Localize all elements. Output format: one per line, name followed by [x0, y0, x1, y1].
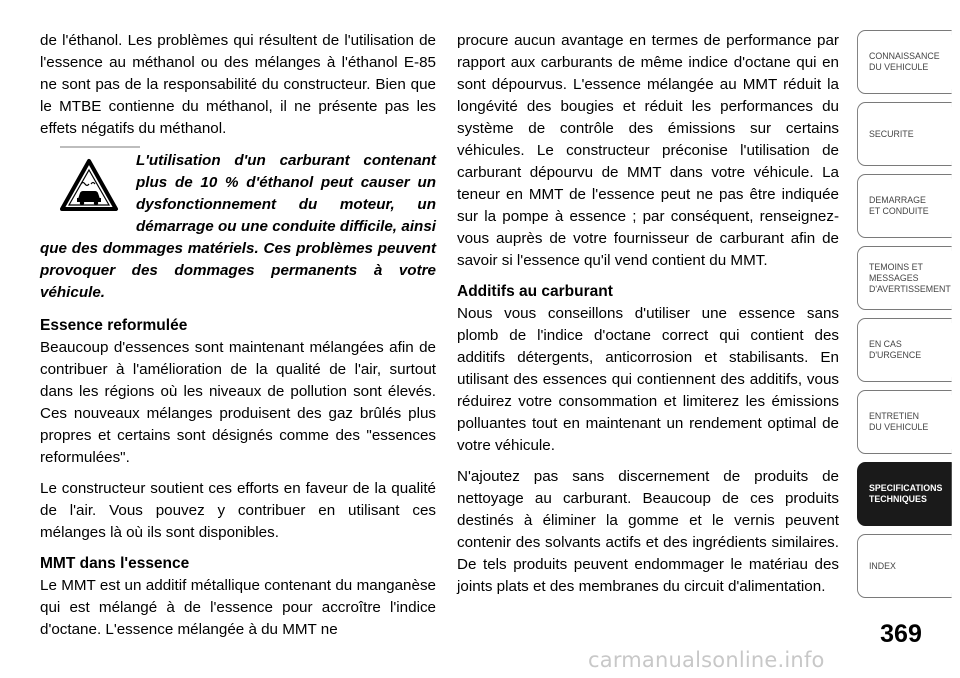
tab-demarrage-conduite[interactable]: DEMARRAGE ET CONDUITE: [857, 174, 952, 238]
heading-mmt: MMT dans l'essence: [40, 555, 190, 572]
watermark: carmanualsonline.info: [588, 648, 825, 672]
intro-paragraph: de l'éthanol. Les problèmes qui résultent de l'utilisation de l'essence au méthanol ou des mélanges à l'éthanol E-85 ne sont pas de la responsabilité du constructeur. Bien que le MTBE contienne du méthanol, il ne présente pas les effets négatifs du méthanol.: [40, 32, 436, 137]
essence-paragraph-1: Beaucoup d'essences sont maintenant mélangées afin de contribuer à l'amélioration de la qualité de l'air, surtout dans les régions où les niveaux de pollution sont élevés. Ces nouveaux mélanges produisent des gaz brûlés plus propres et certains sont désignés comme des "essences reformulées".: [40, 339, 436, 466]
right-column: [457, 30, 839, 607]
tab-connaissance-vehicule[interactable]: CONNAISSANCE DU VEHICULE: [857, 30, 952, 94]
page-number: 369: [880, 620, 922, 648]
tab-entretien-vehicule[interactable]: ENTRETIEN DU VEHICULE: [857, 390, 952, 454]
tab-temoins-messages[interactable]: TEMOINS ET MESSAGES D'AVERTISSEMENT: [857, 246, 952, 310]
warning-box: [40, 150, 436, 304]
left-column: [40, 30, 436, 650]
tab-en-cas-urgence[interactable]: EN CAS D'URGENCE: [857, 318, 952, 382]
warning-text: L'utilisation d'un carburant contenant plus de 10 % d'éthanol peut causer un dysfonctionnement du moteur, un démarrage ou une conduite difficile, ainsi que des dommages matériels. Ces problèmes peuvent provoquer des dommages permanents à votre véhicule.: [40, 152, 436, 301]
tab-index[interactable]: INDEX: [857, 534, 952, 598]
additifs-paragraph-1: Nous vous conseillons d'utiliser une essence sans plomb de l'indice d'octane correct qui contient des additifs détergents, anticorrosion et stabilisants. En utilisant des essences qui contiennent des additifs, vous réduirez votre consommation et limiterez les émissions polluantes tout en maintenant un rendement optimal de votre véhicule.: [457, 305, 839, 454]
mmt-paragraph: Le MMT est un additif métallique contenant du manganèse qui est mélangé à de l'essence pour accroître l'indice d'octane. L'essence mélangée à du MMT ne: [40, 577, 436, 638]
heading-essence-reformulee: Essence reformulée: [40, 317, 188, 334]
tab-specifications-techniques[interactable]: SPECIFICATIONS TECHNIQUES: [857, 462, 952, 526]
vehicle-warning-triangle-icon: [56, 155, 122, 215]
additifs-paragraph-2: N'ajoutez pas sans discernement de produits de nettoyage au carburant. Beaucoup de ces produits destinés à éliminer la gomme et le vernis peuvent contenir des solvants actifs et des ingrédients similaires. De tels produits peuvent endommager le matériau des joints plats et des membranes du circuit d'alimentation.: [457, 468, 839, 595]
tab-securite[interactable]: SECURITE: [857, 102, 952, 166]
heading-additifs: Additifs au carburant: [457, 283, 613, 300]
warning-divider: [60, 146, 140, 148]
mmt-continued-paragraph: procure aucun avantage en termes de performance par rapport aux carburants de même indice d'octane qui en sont dépourvus. L'essence mélangée au MMT réduit la longévité des bougies et réduit les performances du système de contrôle des émissions sur certains véhicules. Le constructeur préconise l'utilisation de carburant dépourvu de MMT dans votre véhicule. La teneur en MMT de l'essence peut ne pas être indiquée sur la pompe à essence ; par conséquent, renseignez-vous auprès de votre fournisseur de carburant afin de savoir si l'essence qu'il vend contient du MMT.: [457, 32, 839, 269]
section-tabs: [857, 30, 960, 606]
essence-paragraph-2: Le constructeur soutient ces efforts en faveur de la qualité de l'air. Vous pouvez y contribuer en utilisant ces mélanges là où ils sont disponibles.: [40, 480, 436, 541]
